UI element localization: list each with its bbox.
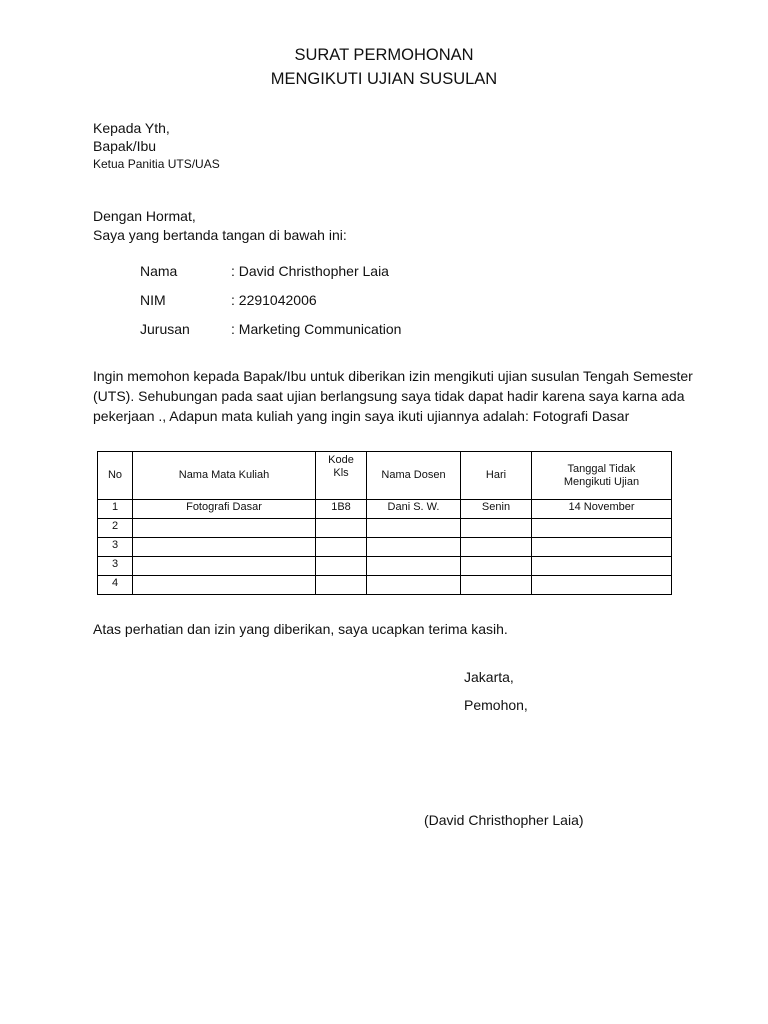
header-day: Hari — [461, 452, 532, 500]
cell-course-name — [133, 519, 316, 538]
cell-course-name — [133, 576, 316, 595]
header-class-code-text: Kode Kls — [328, 454, 354, 479]
cell-class-code — [316, 576, 367, 595]
cell-absent-date — [532, 538, 672, 557]
table-row — [98, 500, 672, 519]
table-row — [98, 538, 672, 557]
identity-label-nim: NIM — [140, 292, 166, 308]
cell-lecturer: Dani S. W. — [367, 500, 461, 519]
cell-course-name — [133, 538, 316, 557]
header-no: No — [98, 452, 133, 500]
cell-course-name: Fotografi Dasar — [133, 500, 316, 519]
identity-label-nama: Nama — [140, 263, 178, 279]
cell-class-code — [316, 557, 367, 576]
identity-value-jurusan: : Marketing Communication — [231, 321, 402, 337]
intro-text: Saya yang bertanda tangan di bawah ini: — [93, 227, 347, 243]
table-row — [98, 557, 672, 576]
closing-text: Atas perhatian dan izin yang diberikan, saya ucapkan terima kasih. — [93, 621, 508, 637]
cell-class-code — [316, 538, 367, 557]
salutation: Dengan Hormat, — [93, 208, 196, 224]
identity-label-jurusan: Jurusan — [140, 321, 190, 337]
cell-absent-date — [532, 557, 672, 576]
cell-no: 1 — [98, 500, 133, 519]
table-header-row — [98, 452, 672, 500]
cell-lecturer — [367, 576, 461, 595]
cell-absent-date: 14 November — [532, 500, 672, 519]
table-row — [98, 576, 672, 595]
cell-no: 3 — [98, 557, 133, 576]
cell-absent-date — [532, 519, 672, 538]
letter-subtitle: MENGIKUTI UJIAN SUSULAN — [270, 70, 498, 88]
cell-no: 3 — [98, 538, 133, 557]
body-paragraph: Ingin memohon kepada Bapak/Ibu untuk diberikan izin mengikuti ujian susulan Tengah Semester (UTS). Sehubungan pada saat ujian berlangsung saya tidak dapat hadir karena saya karna ada pekerjaan ., Adapun mata kuliah yang ingin saya ikuti ujiannya adalah: Fotografi Dasar — [93, 368, 693, 424]
recipient-line-2: Bapak/Ibu — [93, 138, 157, 154]
cell-no: 4 — [98, 576, 133, 595]
header-course-name: Nama Mata Kuliah — [133, 452, 316, 500]
cell-day — [461, 538, 532, 557]
identity-value-nim: : 2291042006 — [231, 292, 317, 308]
place-text: Jakarta, — [464, 669, 514, 685]
cell-absent-date — [532, 576, 672, 595]
cell-lecturer — [367, 538, 461, 557]
cell-day — [461, 519, 532, 538]
cell-no: 2 — [98, 519, 133, 538]
cell-class-code: 1B8 — [316, 500, 367, 519]
cell-day — [461, 557, 532, 576]
signature-name: (David Christhopher Laia) — [424, 812, 584, 828]
cell-course-name — [133, 557, 316, 576]
header-lecturer: Nama Dosen — [367, 452, 461, 500]
cell-day: Senin — [461, 500, 532, 519]
header-class-code — [316, 452, 367, 500]
table-row — [98, 519, 672, 538]
sender-label: Pemohon, — [464, 697, 528, 713]
header-absent-date-text: Tanggal Tidak Mengikuti Ujian — [563, 462, 640, 488]
cell-day — [461, 576, 532, 595]
cell-lecturer — [367, 519, 461, 538]
header-absent-date — [532, 452, 672, 500]
identity-value-nama: : David Christhopher Laia — [231, 263, 389, 279]
course-table — [97, 451, 672, 595]
cell-lecturer — [367, 557, 461, 576]
recipient-line-1: Kepada Yth, — [93, 120, 170, 136]
letter-title: SURAT PERMOHONAN — [294, 46, 474, 64]
cell-class-code — [316, 519, 367, 538]
recipient-line-3: Ketua Panitia UTS/UAS — [93, 157, 220, 171]
